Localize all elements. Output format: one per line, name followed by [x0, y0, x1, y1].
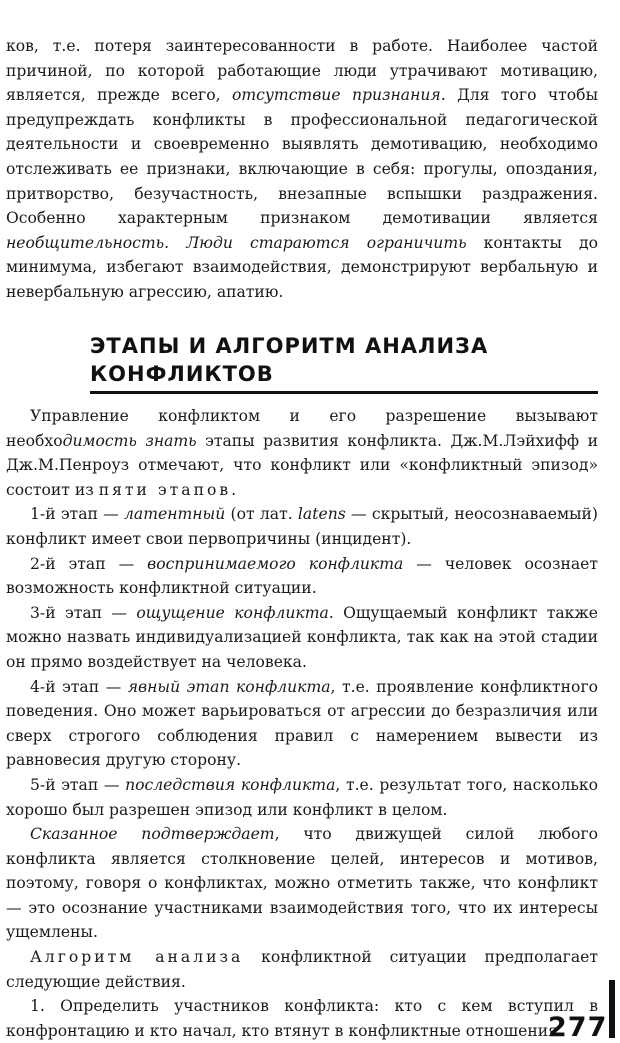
italic-term: явный этап конфликта	[127, 677, 331, 696]
text-part: , что движущей силой любого конфликта является столкновение целей, интересов и мотивов, поэтому, говоря о конфликтах, можно отметить также, что конфликт — это осознание участниками взаимодействия того, что их интересы ущемлены.	[6, 825, 598, 942]
paragraph-stage-5	[6, 773, 598, 822]
heading-underline	[90, 391, 598, 394]
text-part: .	[231, 480, 237, 499]
intro-text-part: контакты до минимума, избегают взаимодействия, демонстрируют вербальную и невербальную агрессию, апатию.	[6, 233, 598, 301]
intro-text	[6, 34, 598, 305]
italic-term: latens	[297, 505, 346, 524]
text-part: (от лат.	[225, 505, 298, 524]
paragraph-stage-2	[6, 552, 598, 601]
italic-term: латентный	[123, 505, 226, 524]
text-part: 2-й этап —	[30, 554, 148, 573]
spaced-term: Алгоритм анализа	[30, 948, 244, 967]
paragraph-summary	[6, 822, 598, 945]
text-part: конфликтной ситуации предполагает следующие действия.	[6, 948, 598, 991]
paragraph-stage-1	[6, 502, 598, 551]
main-body	[6, 404, 598, 1043]
paragraph-stage-3	[6, 601, 598, 675]
italic-term: ощущение конфликта.	[136, 603, 334, 622]
intro-italic-term: необщительность. Люди стараются ограничить	[6, 233, 467, 252]
paragraph-stages-intro	[6, 404, 598, 502]
italic-term: Сказанное подтверждает	[30, 825, 275, 844]
page-number: 277	[548, 1012, 608, 1043]
text-part: 1-й этап —	[30, 505, 124, 524]
text-part: 5-й этап —	[30, 775, 126, 794]
text-part: Ощущаемый конфликт также можно назвать индивидуализацией конфликта, так как на этой стадии он прямо воздействует на человека.	[6, 603, 598, 671]
margin-bar	[609, 980, 615, 1038]
italic-term: воспринимаемого конфликта	[147, 554, 404, 573]
section-heading-line1: ЭТАПЫ И АЛГОРИТМ АНАЛИЗА	[90, 334, 489, 358]
text-part: Управление конфликтом и его разрешение вызывают необхо	[6, 407, 598, 450]
paragraph-algorithm	[6, 945, 598, 994]
text-part: — человек осознает возможность конфликтной ситуации.	[6, 554, 598, 598]
text-part: этапы развития конфликта. Дж.М.Лэйхифф и Дж.М.Пенроуз отмечают, что конфликт или «конфликтный эпизод» состоит из	[6, 431, 598, 499]
italic-term: последствия конфликта	[125, 775, 336, 794]
intro-text-part: . Для того чтобы предупреждать конфликты в профессиональной педагогической деятельности и своевременно выявлять демотивацию, необходимо отслеживать ее признаки, включающие в себя: прогулы, опоздания, притворство, безучастность, внезапные вспышки раздражения. Особенно характерным признаком демотивации является	[6, 86, 598, 228]
text-part: , т.е. результат того, насколько хорошо был разрешен эпизод или конфликт в целом.	[6, 775, 598, 819]
italic-term: димость знать	[62, 431, 197, 450]
section-heading	[90, 332, 600, 388]
text-part: 4-й этап —	[30, 677, 128, 696]
intro-italic-term: отсутствие признания	[231, 86, 441, 105]
paragraph-stage-4	[6, 675, 598, 773]
intro-text-part: ков, т.е. потеря заинтересованности в работе. Наиболее частой причиной, по которой работающие люди утрачивают мотивацию, является, прежде всего,	[6, 37, 598, 105]
section-heading-line2: КОНФЛИКТОВ	[90, 362, 274, 386]
paragraph-step-1: 1. Определить участников конфликта: кто с кем вступил в конфронтацию и кто начал, кто втянут в конфликтные отношения.	[6, 997, 598, 1040]
text-part: — скрытый, неосознаваемый) конфликт имеет свои первопричины (инцидент).	[6, 505, 598, 548]
intro-paragraph	[6, 34, 598, 305]
text-part: 3-й этап —	[30, 603, 137, 622]
spaced-term: пяти этапов	[98, 480, 232, 499]
text-part: , т.е. проявление конфликтного поведения. Оно может варьироваться от агрессии до безразличия или сверх строгого соблюдения правил с намерением вывести из равновесия другую сторону.	[6, 677, 599, 770]
